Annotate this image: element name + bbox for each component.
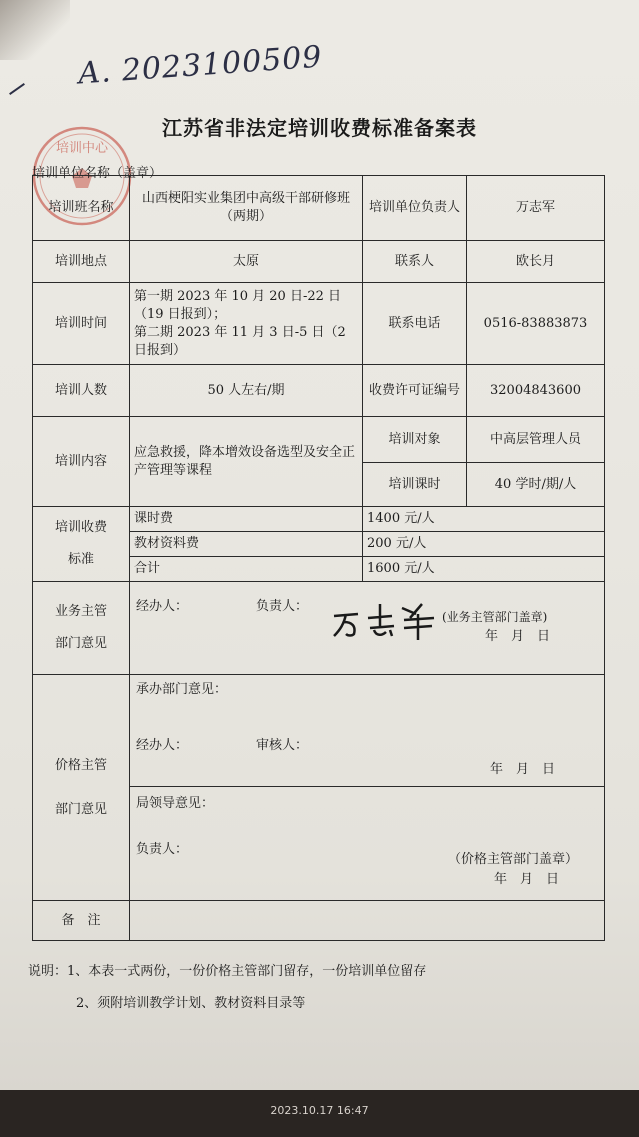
hours-label: 培训课时 xyxy=(363,463,467,507)
time-value xyxy=(130,283,363,365)
license-label: 收费许可证编号 xyxy=(363,365,467,417)
fee-item-name: 教材资料费 xyxy=(130,532,363,557)
content-label: 培训内容 xyxy=(33,417,130,507)
hours-value: 40 学时/期/人 xyxy=(467,463,605,507)
row-class-name xyxy=(33,176,605,241)
fee-label-line-2: 标准 xyxy=(67,552,94,567)
contact-value: 欧长月 xyxy=(467,241,605,283)
content-value: 应急救援，降本增效设备选型及安全正产管理等课程 xyxy=(130,417,363,507)
price-label-line-2: 部门意见 xyxy=(54,801,107,817)
form-notes xyxy=(28,956,426,1020)
bureau-opinion: 局领导意见： xyxy=(136,796,215,811)
leader-value: 万志军 xyxy=(467,176,605,241)
leader-label: 培训单位负责人 xyxy=(363,176,467,241)
location-label: 培训地点 xyxy=(33,241,130,283)
fee-label-line-1: 培训收费 xyxy=(54,520,107,535)
remarks-value xyxy=(130,901,605,941)
note-line-2: 2、须附培训教学计划、教材资料目录等 xyxy=(76,996,306,1011)
fee-label xyxy=(33,507,130,582)
time-label: 培训时间 xyxy=(33,283,130,365)
business-responsible-label: 负责人： xyxy=(256,599,309,614)
price-seal-note: （价格主管部门盖章） xyxy=(448,852,579,867)
row-remarks xyxy=(33,901,605,941)
photo-timestamp: 2023.10.17 16:47 xyxy=(270,1104,369,1117)
price-dept-label xyxy=(33,675,130,901)
target-label: 培训对象 xyxy=(363,417,467,463)
bureau-date: 年 月 日 xyxy=(494,872,560,887)
time-period-2: 第二期 2023 年 11 月 3 日-5 日（2 日报到） xyxy=(134,324,346,358)
bureau-opinion-cell xyxy=(130,787,605,901)
seal-text: 培训中心 xyxy=(55,141,109,156)
business-seal-note: (业务主管部门盖章) xyxy=(442,610,548,624)
row-content xyxy=(33,417,605,463)
unit-name-label: 培训单位名称（盖章） xyxy=(32,166,163,181)
price-label-line-1: 价格主管 xyxy=(54,757,107,773)
class-name-label: 培训班名称 xyxy=(33,176,130,241)
fee-item-amount: 1400 元/人 xyxy=(363,507,605,532)
host-date: 年 月 日 xyxy=(490,762,556,777)
business-date: 年 月 日 xyxy=(485,629,551,644)
row-time xyxy=(33,283,605,365)
license-value: 32004843600 xyxy=(467,365,605,417)
fee-item-name: 课时费 xyxy=(130,507,363,532)
note-line-1: 说明：1、本表一式两份，一份价格主管部门留存，一份培训单位留存 xyxy=(28,964,427,979)
bureau-responsible-label: 负责人： xyxy=(136,842,189,857)
fold-shadow xyxy=(0,0,70,60)
business-label-line-2: 部门意见 xyxy=(54,636,107,651)
price-handler-label: 经办人： xyxy=(136,738,189,753)
count-label: 培训人数 xyxy=(33,365,130,417)
count-value: 50 人左右/期 xyxy=(130,365,363,417)
fee-item-amount: 1600 元/人 xyxy=(363,557,605,582)
handwritten-code: A. 2023100509 xyxy=(77,39,324,92)
row-host-opinion xyxy=(33,675,605,787)
filing-form-table xyxy=(32,175,605,941)
fee-item-amount: 200 元/人 xyxy=(363,532,605,557)
contact-label: 联系人 xyxy=(363,241,467,283)
target-value: 中高层管理人员 xyxy=(467,417,605,463)
handwritten-mark xyxy=(9,83,25,95)
svg-text:万志军: 万志军 xyxy=(330,596,333,597)
row-location xyxy=(33,241,605,283)
fee-item-name: 合计 xyxy=(130,557,363,582)
phone-value: 0516-83883873 xyxy=(467,283,605,365)
host-opinion-cell xyxy=(130,675,605,787)
row-business-opinion xyxy=(33,582,605,675)
host-dept-opinion: 承办部门意见： xyxy=(136,682,228,697)
time-period-1: 第一期 2023 年 10 月 20 日-22 日（19 日报到）； xyxy=(134,288,342,322)
class-name-value: 山西梗阳实业集团中高级干部研修班（两期） xyxy=(130,176,363,241)
business-label-line-1: 业务主管 xyxy=(54,604,107,619)
row-count xyxy=(33,365,605,417)
business-opinion-cell xyxy=(130,582,605,675)
remarks-label: 备 注 xyxy=(33,901,130,941)
reviewer-label: 审核人： xyxy=(256,738,309,753)
location-value: 太原 xyxy=(130,241,363,283)
business-dept-label xyxy=(33,582,130,675)
phone-label: 联系电话 xyxy=(363,283,467,365)
handwritten-signature xyxy=(330,596,440,640)
business-handler-label: 经办人： xyxy=(136,599,189,614)
form-title: 江苏省非法定培训收费标准备案表 xyxy=(162,116,477,140)
fee-row-1 xyxy=(33,507,605,532)
